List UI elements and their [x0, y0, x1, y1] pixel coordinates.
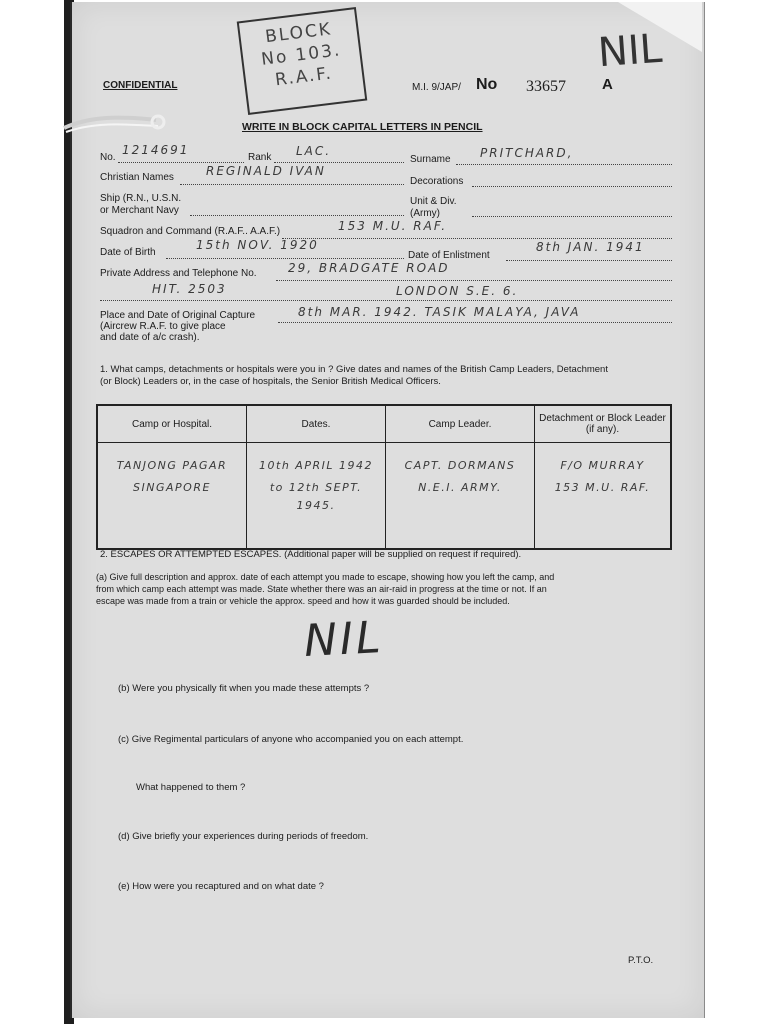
question-b: (b) Were you physically fit when you made these attempts ?: [118, 683, 370, 694]
enlistment-label: Date of Enlistment: [408, 250, 490, 261]
block-line-2: 153 M.U. RAF.: [554, 481, 651, 494]
block-line-1: F/O MURRAY: [560, 459, 645, 472]
ship-label-line-2: or Merchant Navy: [100, 205, 179, 216]
squadron-label: Squadron and Command (R.A.F.. A.A.F.): [100, 226, 281, 237]
ship-label: [100, 193, 181, 217]
section-1-question: [100, 364, 608, 388]
question-a: [96, 571, 554, 607]
capture-label: [100, 310, 255, 343]
question-a-line-1: (a) Give full description and approx. date of each attempt you made to escape, showing how you left the camp, and: [96, 572, 555, 582]
column-camp-leader: Camp Leader.: [386, 405, 535, 443]
binding-string-icon: [60, 108, 172, 144]
camp-line-2: SINGAPORE: [133, 481, 211, 494]
column-dates: Dates.: [247, 405, 386, 443]
reference-label: M.I. 9/JAP/: [412, 82, 461, 93]
rank-value: LAC.: [296, 144, 332, 158]
question-c: (c) Give Regimental particulars of anyone who accompanied you on each attempt.: [118, 734, 464, 745]
column-camp: Camp or Hospital.: [97, 405, 247, 443]
ship-label-line-1: Ship (R.N., U.S.N.: [100, 193, 182, 204]
unit-label: [410, 196, 457, 220]
capture-label-line-3: and date of a/c crash).: [100, 332, 200, 343]
service-number-label: No.: [100, 152, 116, 163]
cell-block-leader: [535, 443, 672, 550]
capture-value: 8th MAR. 1942. TASIK MALAYA, JAVA: [298, 305, 581, 319]
corner-nil-mark: NIL: [596, 25, 664, 77]
serial-number: 33657: [526, 78, 566, 95]
cell-camp: [97, 443, 247, 550]
table-row: [97, 443, 671, 550]
telephone-value: HIT. 2503: [152, 282, 227, 296]
form-instruction: WRITE IN BLOCK CAPITAL LETTERS IN PENCIL: [242, 121, 483, 133]
capture-label-line-2: (Aircrew R.A.F. to give place: [100, 321, 226, 332]
dates-line-3: 1945.: [296, 499, 336, 512]
dates-line-1: 10th APRIL 1942: [259, 459, 373, 472]
capture-label-line-1: Place and Date of Original Capture: [100, 310, 256, 321]
stamp-line-3: R.A.F.: [274, 63, 334, 91]
question-d: (d) Give briefly your experiences during periods of freedom.: [118, 831, 369, 842]
question-a-line-3: escape was made from a train or vehicle the approx. speed and how it was guarded should be included.: [96, 596, 510, 606]
section-1-line-2: (or Block) Leaders or, in the case of hospitals, the Senior British Medical Officers.: [100, 376, 441, 387]
date-of-birth-value: 15th NOV. 1920: [196, 238, 319, 252]
question-a-answer: NIL: [302, 611, 385, 668]
question-e: (e) How were you recaptured and on what date ?: [118, 881, 324, 892]
service-number-value: 1214691: [122, 143, 190, 157]
squadron-value: 153 M.U. RAF.: [338, 219, 448, 233]
address-label: Private Address and Telephone No.: [100, 268, 257, 279]
cell-dates: [247, 443, 386, 550]
unit-label-line-2: (Army): [410, 208, 440, 219]
surname-label: Surname: [410, 154, 451, 165]
address-value: 29, BRADGATE ROAD: [288, 261, 450, 275]
city-value: LONDON S.E. 6.: [396, 284, 519, 298]
question-c-sub: What happened to them ?: [136, 782, 246, 793]
date-of-birth-label: Date of Birth: [100, 247, 156, 258]
leader-line-2: N.E.I. ARMY.: [418, 481, 502, 494]
camps-table: [96, 404, 672, 550]
christian-names-label: Christian Names: [100, 172, 174, 183]
surname-value: PRITCHARD,: [480, 146, 574, 160]
classification-label: CONFIDENTIAL: [103, 80, 178, 91]
block-stamp: [237, 7, 368, 115]
section-2-heading: 2. ESCAPES OR ATTEMPTED ESCAPES. (Additional paper will be supplied on request if required).: [100, 549, 522, 560]
question-a-line-2: from which camp each attempt was made. State whether there was an air-raid in progress at the time or not. If an: [96, 584, 547, 594]
dates-line-2: to 12th SEPT.: [269, 481, 363, 494]
leader-line-1: CAPT. DORMANS: [404, 459, 516, 472]
camp-line-1: TANJONG PAGAR: [116, 459, 228, 472]
cell-camp-leader: [386, 443, 535, 550]
column-block-leader: Detachment or Block Leader (if any).: [535, 405, 672, 443]
decorations-label: Decorations: [410, 176, 464, 187]
stamp-line-2: No 103.: [260, 40, 343, 70]
please-turn-over: P.T.O.: [628, 955, 654, 966]
unit-label-line-1: Unit & Div.: [410, 196, 457, 207]
serial-suffix: A: [602, 76, 613, 93]
rank-label: Rank: [248, 152, 272, 163]
stamp-line-1: BLOCK: [264, 19, 334, 48]
camps-table-header: [97, 405, 671, 443]
section-1-line-1: 1. What camps, detachments or hospitals were you in ? Give dates and names of the British Camp Leaders, Detachment: [100, 364, 608, 375]
christian-names-value: REGINALD IVAN: [206, 164, 326, 178]
number-label: No: [476, 76, 498, 93]
enlistment-value: 8th JAN. 1941: [536, 240, 645, 254]
